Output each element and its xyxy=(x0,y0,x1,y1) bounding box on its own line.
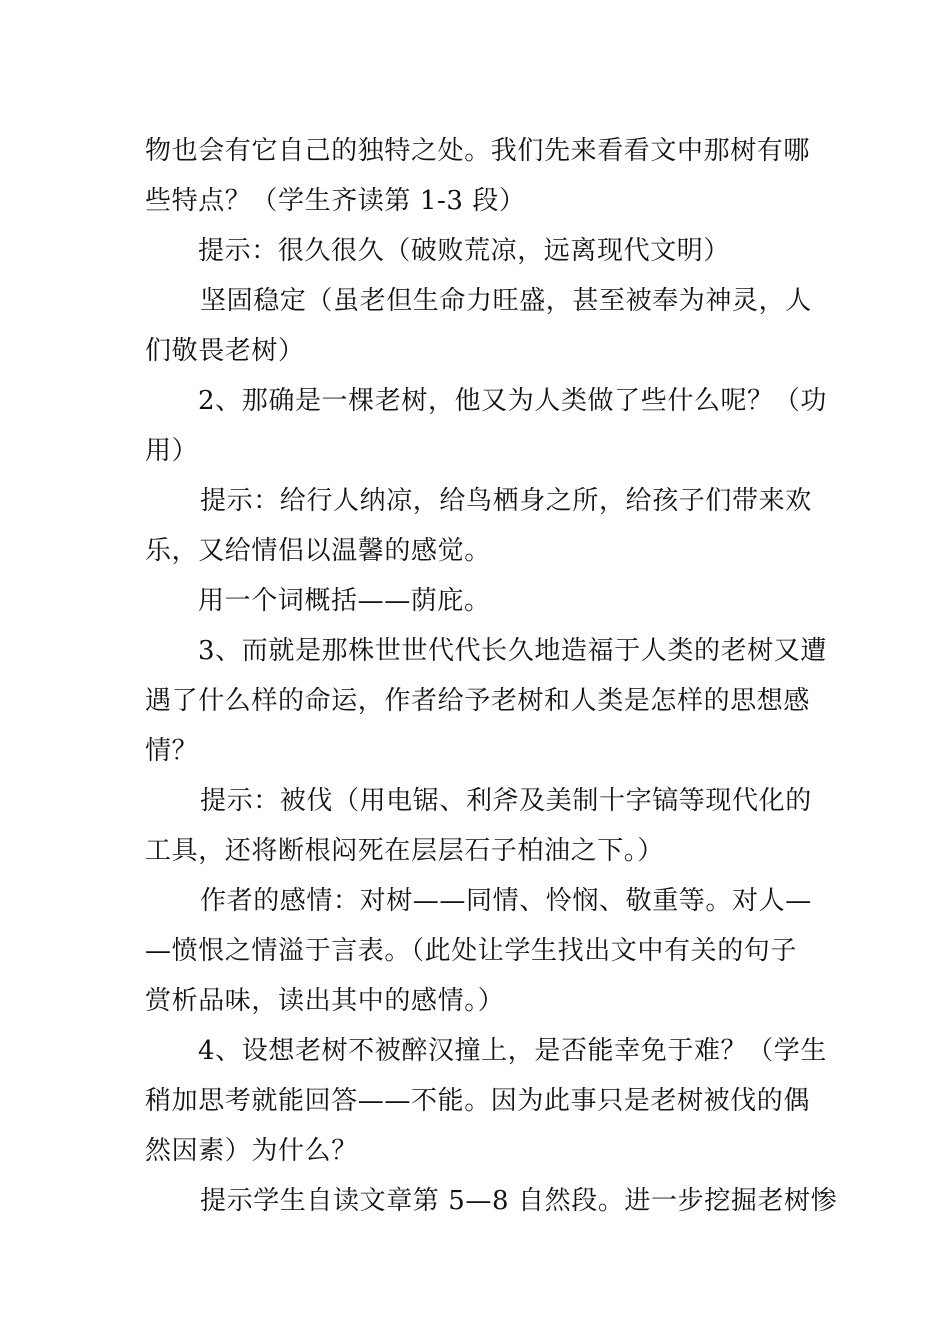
text-line: 作者的感情：对树——同情、怜悯、敬重等。对人— xyxy=(200,886,812,916)
text-line: 然因素）为什么？ xyxy=(145,1136,358,1166)
text-line: 3、而就是那株世世代代长久地造福于人类的老树又遭 xyxy=(198,636,827,666)
text-line: 提示学生自读文章第 5—8 自然段。进一步挖掘老树惨 xyxy=(200,1186,838,1216)
text-line: 提示：给行人纳凉，给鸟栖身之所，给孩子们带来欢 xyxy=(200,486,812,516)
text-line: 赏析品味，读出其中的感情。） xyxy=(145,986,505,1016)
text-line: 些特点？（学生齐读第 1-3 段） xyxy=(145,186,526,216)
text-line: 用） xyxy=(145,436,199,466)
text-line: 情？ xyxy=(145,736,199,766)
text-line: 提示：很久很久（破败荒凉，远离现代文明） xyxy=(198,236,731,266)
text-line: 用一个词概括——荫庇。 xyxy=(198,586,491,616)
text-line: 提示：被伐（用电锯、利斧及美制十字镐等现代化的 xyxy=(200,786,812,816)
text-line: 稍加思考就能回答——不能。因为此事只是老树被伐的偶 xyxy=(145,1086,811,1116)
text-line: 4、设想老树不被醉汉撞上，是否能幸免于难？（学生 xyxy=(198,1036,827,1066)
text-line: 乐，又给情侣以温馨的感觉。 xyxy=(145,536,491,566)
text-line: 2、那确是一棵老树，他又为人类做了些什么呢？（功 xyxy=(198,386,827,416)
text-line: 工具，还将断根闷死在层层石子柏油之下。） xyxy=(145,836,665,866)
text-line: —愤恨之情溢于言表。（此处让学生找出文中有关的句子 xyxy=(145,936,798,966)
text-line: 们敬畏老树） xyxy=(145,336,305,366)
text-line: 坚固稳定（虽老但生命力旺盛，甚至被奉为神灵，人 xyxy=(200,286,812,316)
text-line: 物也会有它自己的独特之处。我们先来看看文中那树有哪 xyxy=(145,136,811,166)
text-line: 遇了什么样的命运，作者给予老树和人类是怎样的思想感 xyxy=(145,686,811,716)
